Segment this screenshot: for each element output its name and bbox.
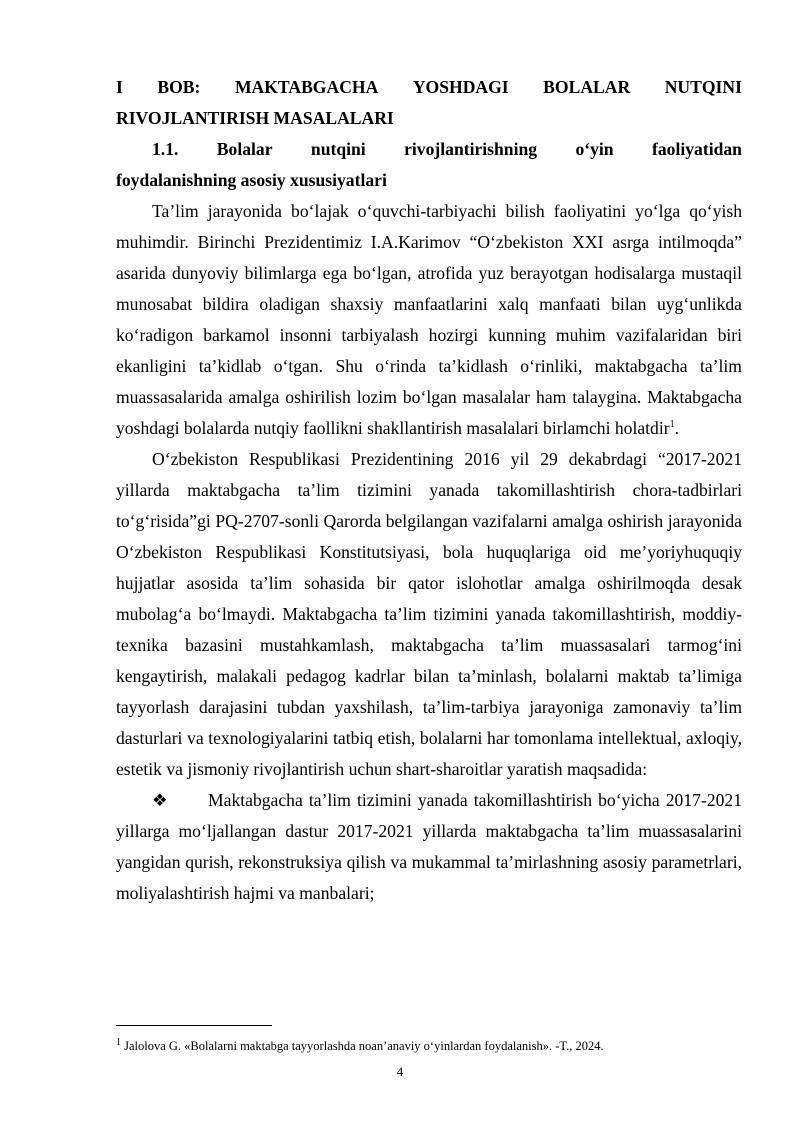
page-body xyxy=(116,72,742,909)
chapter-title xyxy=(116,72,742,134)
footnote-text: Jalolova G. «Bolalarni maktabga tayyorlashda noan’anaviy o‘yinlardan foydalanish». -T., 2024. xyxy=(121,1039,604,1053)
bullet-item-text: Maktabgacha ta’lim tizimini yanada takomillashtirish bo‘yicha 2017-2021 yillarga mo‘ljallangan dastur 2017-2021 yillarda maktabgacha ta’lim muassasalarini yangidan qurish, rekonstruksiya qilish va mukammal ta’mirlashning asosiy parametrlari, moliyalashtirish hajmi va manbalari; xyxy=(116,790,742,903)
footnote xyxy=(116,1038,742,1054)
paragraph-1 xyxy=(116,196,742,444)
chapter-title-line-1 xyxy=(116,72,742,103)
chapter-word: I xyxy=(116,77,123,97)
footnote-mark: 1 xyxy=(116,1036,121,1048)
diamond-bullet-icon: ❖ xyxy=(152,790,168,810)
section-word: o‘yin xyxy=(575,139,614,159)
section-word: rivojlantirishning xyxy=(404,139,538,159)
footnote-reference[interactable]: 1 xyxy=(669,419,675,431)
chapter-title-line-2: RIVOJLANTIRISH MASALALARI xyxy=(116,108,394,128)
paragraph-2: O‘zbekiston Respublikasi Prezidentining 2016 yil 29 dekabrdagi “2017-2021 yillarda maktabgacha ta’lim tizimini yanada takomillashtirish chora-tadbirlari to‘g‘risida”gi PQ-2707-sonli Qarorda belgilangan vazifalarni amalga oshirish jarayonida O‘zbekiston Respublikasi Konstitutsiyasi, bola huquqlariga oid me’yoriyhuquqiy hujjatlar asosida ta’lim sohasida bir qator islohotlar amalga oshirilmoqda desak mubolag‘a bo‘lmaydi. Maktabgacha ta’lim tizimini yanada takomillashtirish, moddiy-texnika bazasini mustahkamlash, maktabgacha ta’lim muassasalari tarmog‘ini kengaytirish, malakali pedagog kadrlar bilan ta’minlash, bolalarni maktab ta’limiga tayyorlash darajasini tubdan yaxshilash, ta’lim-tarbiya jarayoniga zamonaviy ta’lim dasturlari va texnologiyalarini tatbiq etish, bolalarni har tomonlama intellektual, axloqiy, estetik va jismoniy rivojlantirish uchun shart-sharoitlar yaratish maqsadida: xyxy=(116,449,742,779)
section-title-line-1 xyxy=(116,134,742,165)
section-title xyxy=(116,134,742,196)
section-word: nutqini xyxy=(310,139,366,159)
section-word: Bolalar xyxy=(216,139,273,159)
section-word: faoliyatidan xyxy=(652,139,742,159)
paragraph-1-end: . xyxy=(674,418,679,438)
footnote-separator xyxy=(116,1025,272,1026)
paragraph-1-text: Ta’lim jarayonida bo‘lajak o‘quvchi-tarbiyachi bilish faoliyatini yo‘lga qo‘yish muhimdir. Birinchi Prezidentimiz I.A.Karimov “O‘zbekiston XXI asrga intilmoqda” asarida dunyoviy bilimlarga ega bo‘lgan, atrofida yuz berayotgan hodisalarga mustaqil munosabat bildira oladigan shaxsiy manfaatlarini xalq manfaati bilan uyg‘unlikda ko‘radigon barkamol insonni tarbiyalash hozirgi kunning muhim vazifalaridan biri ekanligini ta’kidlab o‘tgan. Shu o‘rinda ta’kidlash o‘rinliki, maktabgacha ta’lim muassasalarida amalga oshirilish lozim bo‘lgan masalalar ham talaygina. Maktabgacha yoshdagi bolalarda nutqiy faollikni shakllantirish masalalari birlamchi holatdir xyxy=(116,201,742,438)
section-word: 1.1. xyxy=(152,139,179,159)
chapter-word: BOLALAR xyxy=(543,77,631,97)
section-title-line-2: foydalanishning asosiy xususiyatlari xyxy=(116,170,387,190)
chapter-word: BOB: xyxy=(157,77,201,97)
bullet-item xyxy=(116,785,742,909)
page-number: 4 xyxy=(396,1064,404,1079)
chapter-word: YOSHDAGI xyxy=(412,77,509,97)
chapter-word: NUTQINI xyxy=(664,77,742,97)
chapter-word: MAKTABGACHA xyxy=(234,77,379,97)
